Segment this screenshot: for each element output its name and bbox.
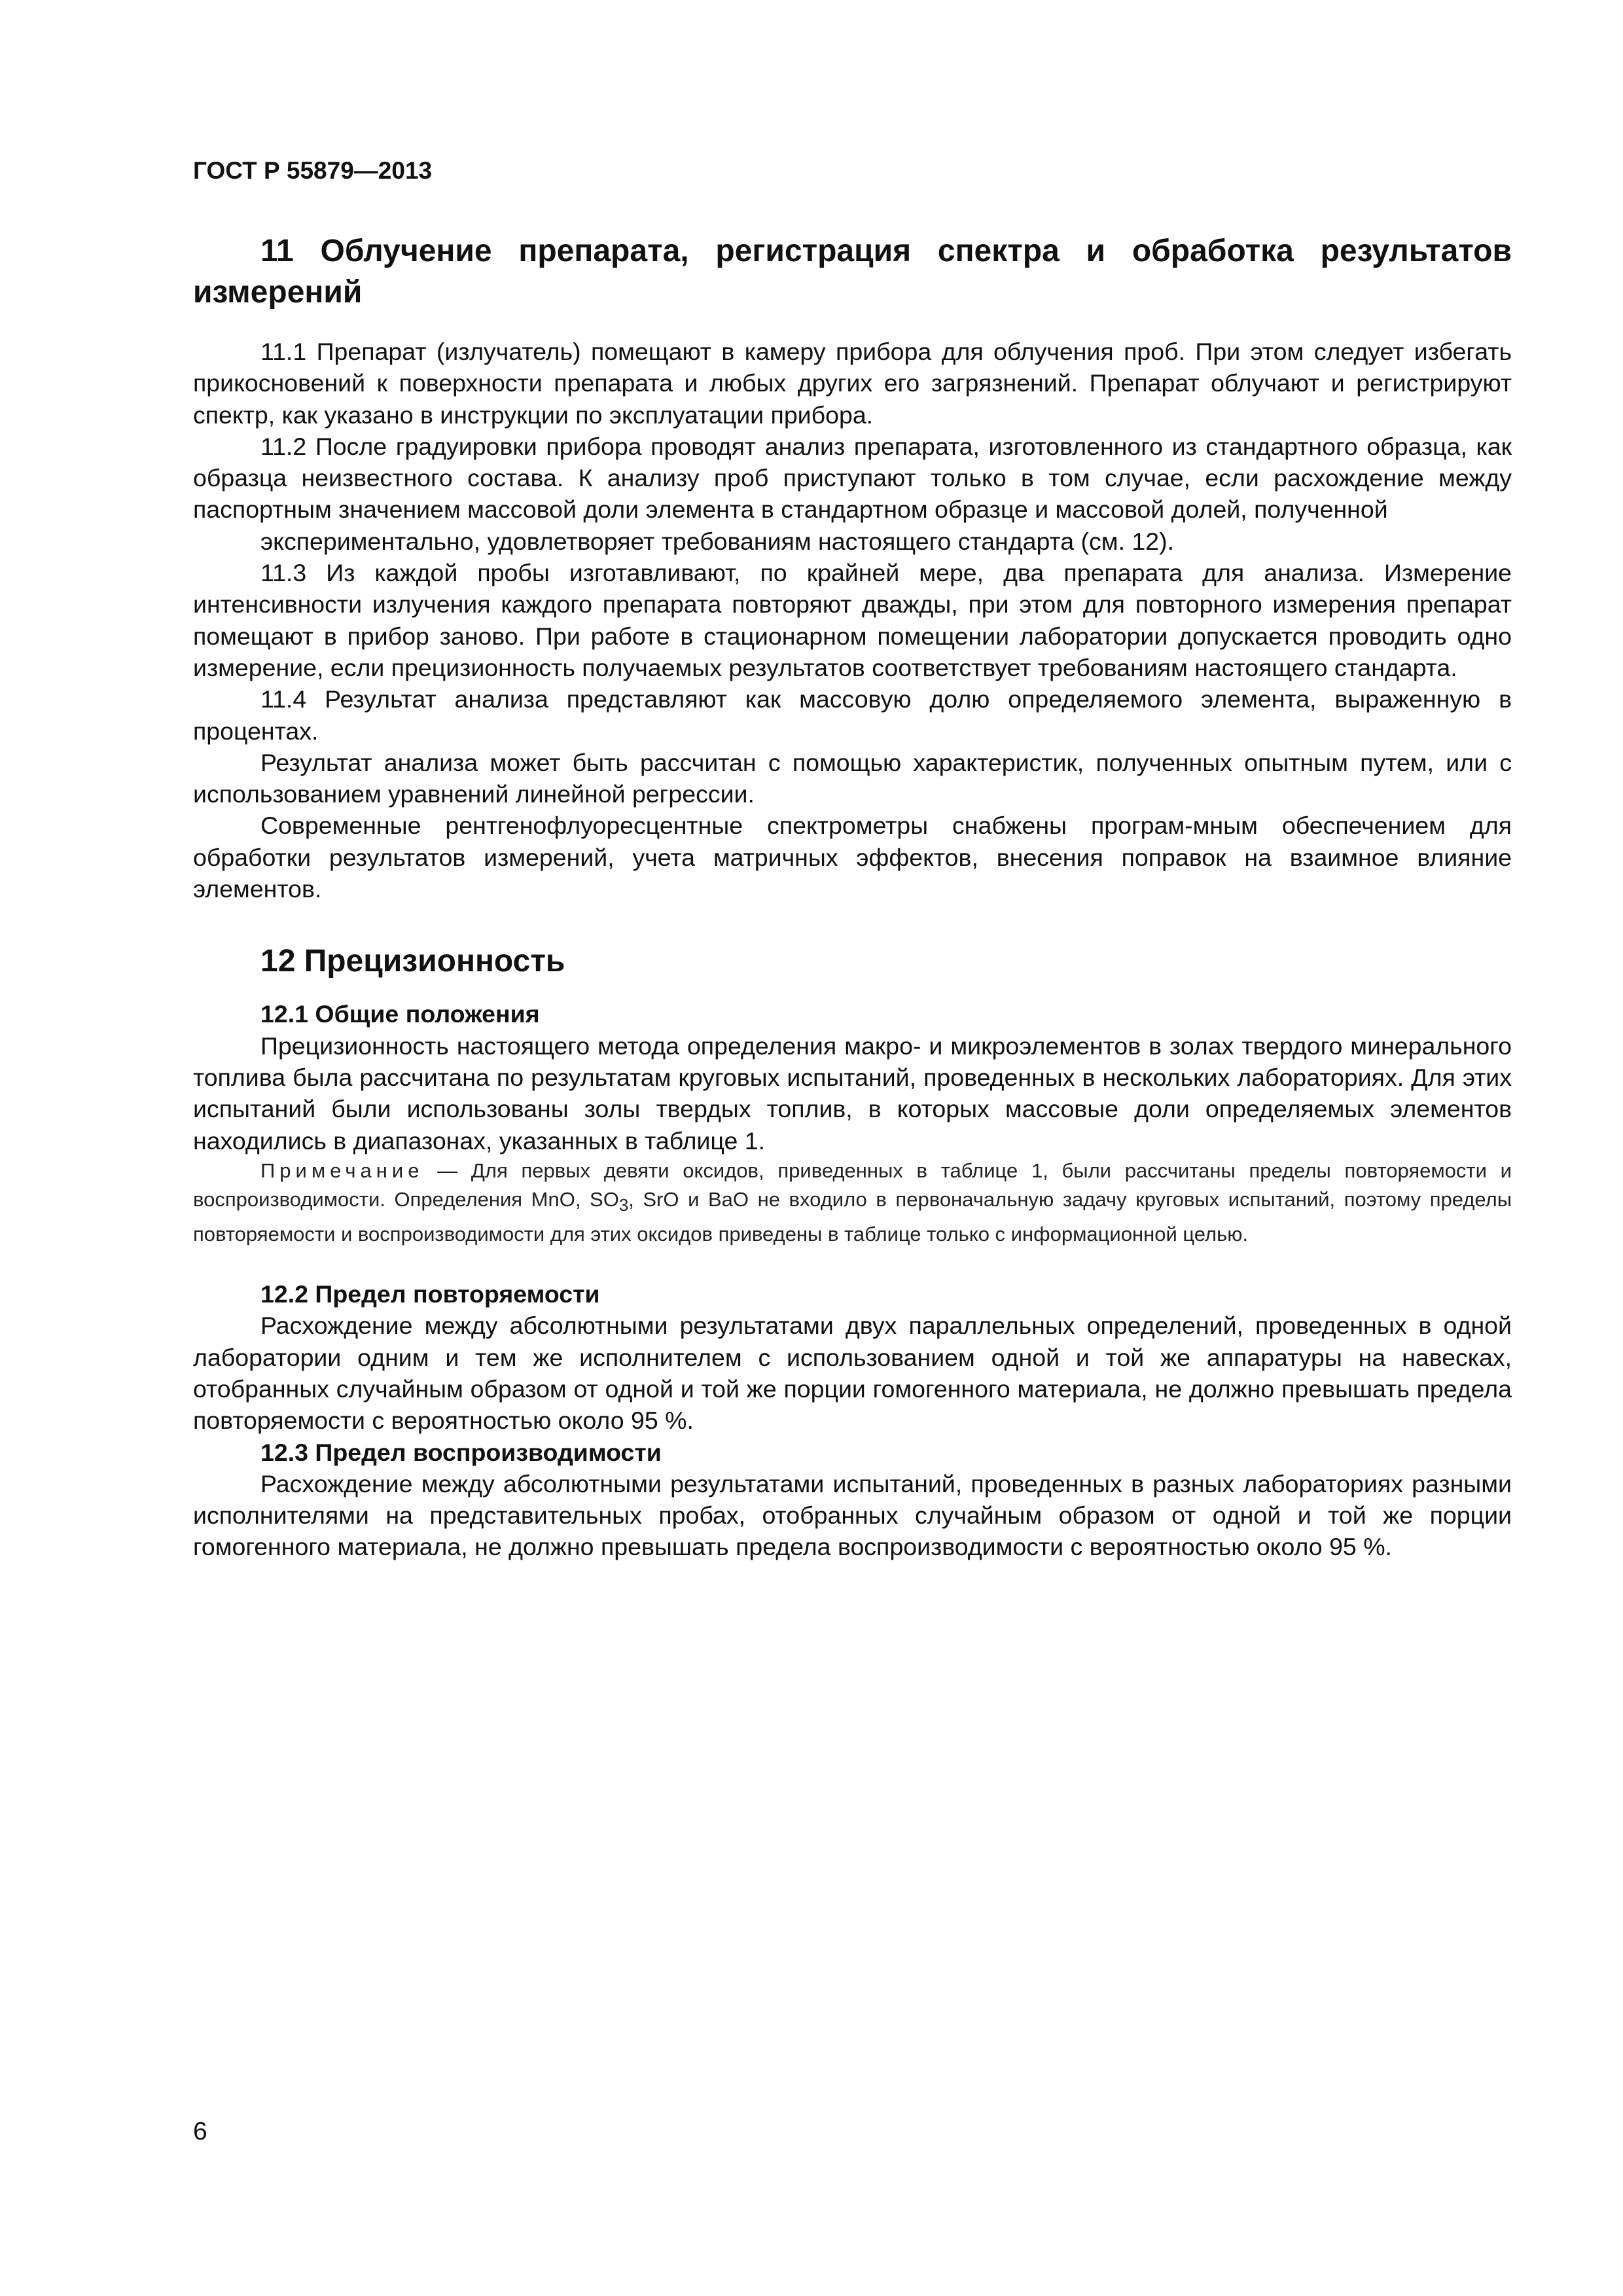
paragraph-12-2: Расхождение между абсолютными результатами двух параллельных определений, проведенных в одной лаборатории одним и тем же исполнителем с использованием одной и той же аппаратуры на навесках, отобранных случайным образом от одной и той же порции гомогенного материала, не должно превышать предела повторяемости с вероятностью около 95 %. bbox=[193, 1312, 1512, 1435]
section-11-title: 11 Облучение препарата, регистрация спектра и обработка результатов измерений bbox=[193, 234, 1512, 310]
note bbox=[193, 1157, 1512, 1249]
note-text-part-1: — Для первых девяти оксидов, приведенных в таблице 1, были рассчитаны пределы повторяемости и воспроизводимости. Определения MnO, SO bbox=[193, 1158, 1512, 1211]
paragraph-11-2-continued: экспериментально, удовлетворяет требованиям настоящего стандарта (см. 12). bbox=[260, 527, 1175, 555]
paragraph-11-2: 11.2 После градуировки прибора проводят анализ препарата, изготовленного из стандартного образца, как образца неизвестного состава. К анализу проб приступают только в том случае, если расхождение между паспортным значением массовой доли элемента в стандартном образце и массовой долей, полученной bbox=[193, 432, 1512, 524]
note-subscript: 3 bbox=[618, 1196, 629, 1215]
note-text-part-2: , SrO и BaO не входило в первоначальную задачу круговых испытаний, поэтому пределы повторяемости и воспроизводимости для этих оксидов приведены в таблице только с информационной целью. bbox=[193, 1187, 1512, 1246]
paragraph-11-4-software: Современные рентгенофлуоресцентные спектрометры снабжены програм-мным обеспечением для обработки результатов измерений, учета матричных эффектов, внесения поправок на взаимное влияние элементов. bbox=[193, 812, 1512, 903]
page-content bbox=[193, 157, 1512, 1563]
paragraph-12-3: Расхождение между абсолютными результатами испытаний, проведенных в разных лабораториях разными исполнителями на представительных пробах, отобранных случайным образом от одной и той же порции гомогенного материала, не должно превышать предела воспроизводимости с вероятностью около 95 %. bbox=[193, 1469, 1512, 1561]
paragraph-11-1: 11.1 Препарат (излучатель) помещают в камеру прибора для облучения проб. При этом следует избегать прикосновений к поверхности препарата и любых других его загрязнений. Препарат облучают и регистрируют спектр, как указано в инструкции по эксплуатации прибора. bbox=[193, 338, 1512, 429]
standard-header: ГОСТ Р 55879—2013 bbox=[193, 157, 433, 184]
note-label: Примечание bbox=[260, 1158, 424, 1182]
subsection-12-1-title: 12.1 Общие положения bbox=[260, 1000, 540, 1028]
page-number: 6 bbox=[193, 2117, 207, 2145]
section-12-title: 12 Прецизионность bbox=[260, 944, 565, 979]
paragraph-12-1: Прецизионность настоящего метода определения макро- и микроэлементов в золах твердого минерального топлива была рассчитана по результатам круговых испытаний, проведенных в нескольких лабораториях. Для этих испытаний были использованы золы твердых топлив, в которых массовые доли определяемых элементов находились в диапазонах, указанных в таблице 1. bbox=[193, 1031, 1512, 1155]
paragraph-11-4-result: Результат анализа может быть рассчитан с помощью характеристик, полученных опытным путем, или с использованием уравнений линейной регрессии. bbox=[193, 748, 1512, 808]
subsection-12-2-title: 12.2 Предел повторяемости bbox=[260, 1280, 600, 1308]
paragraph-11-4: 11.4 Результат анализа представляют как массовую долю определяемого элемента, выраженную в процентах. bbox=[193, 685, 1512, 745]
subsection-12-3-title: 12.3 Предел воспроизводимости bbox=[260, 1438, 662, 1466]
paragraph-11-3: 11.3 Из каждой пробы изготавливают, по крайней мере, два препарата для анализа. Измерение интенсивности излучения каждого препарата повторяют дважды, при этом для повторного измерения препарат помещают в прибор заново. При работе в стационарном помещении лаборатории допускается проводить одно измерение, если прецизионность получаемых результатов соответствует требованиям настоящего стандарта. bbox=[193, 559, 1512, 681]
